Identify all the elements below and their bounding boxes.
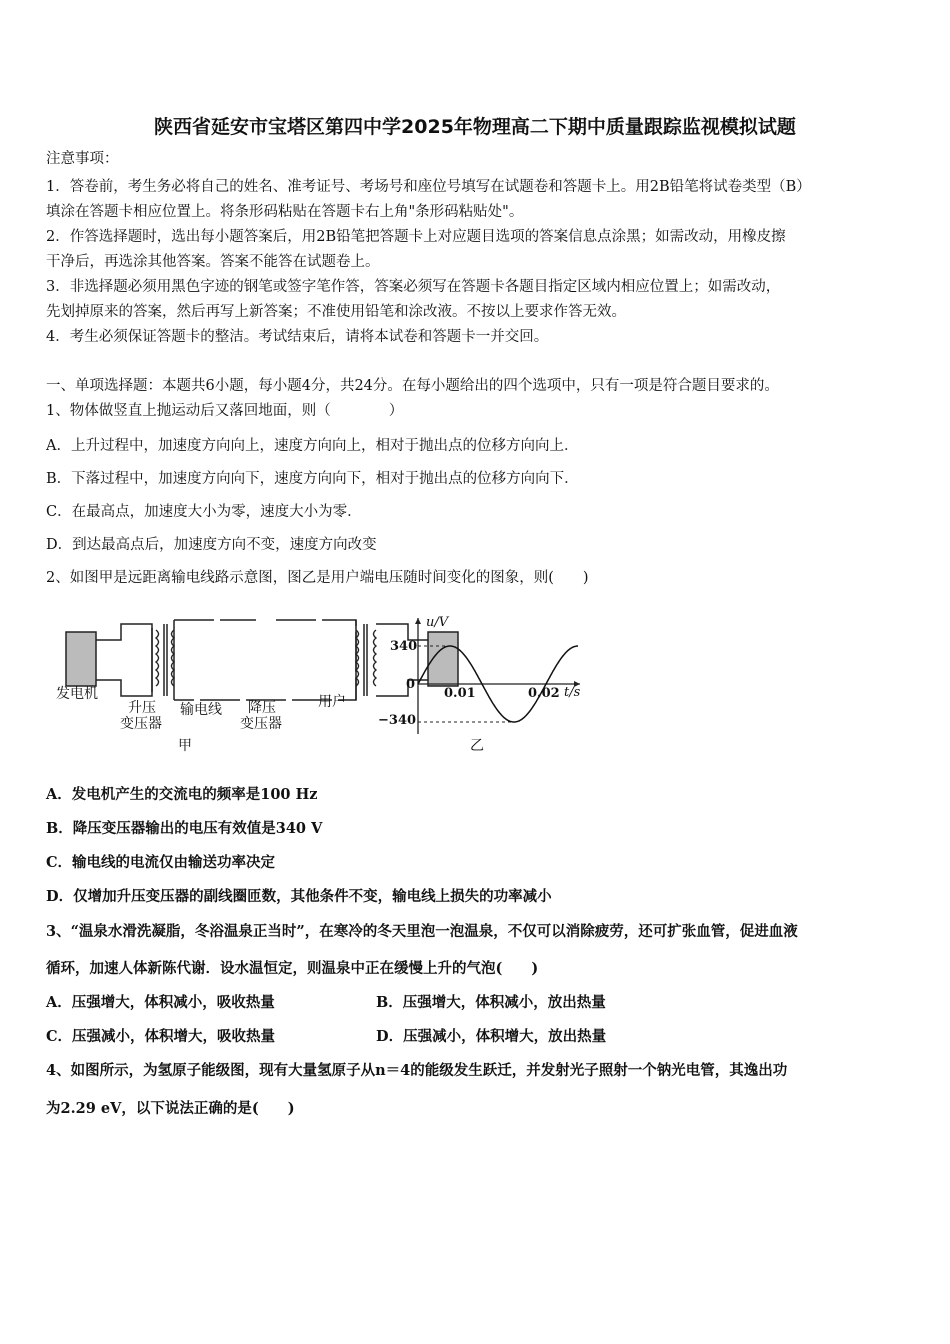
notice-line: 2．作答选择题时，选出每小题答案后，用2B铅笔把答题卡上对应题目选项的答案信息点涂黑；如需改动，用橡皮擦	[46, 229, 786, 245]
generator-wire	[96, 624, 152, 696]
section-heading: 一、单项选择题：本题共6小题，每小题4分，共24分。在每小题给出的四个选项中，只有一项是符合题目要求的。	[46, 378, 779, 394]
q1-option-d: D．到达最高点后，加速度方向不变，速度方向改变	[46, 537, 377, 553]
q3-option-d: D．压强减小，体积增大，放出热量	[376, 1028, 607, 1045]
figure-b-label: 乙	[470, 738, 484, 754]
generator-label: 发电机	[56, 686, 98, 702]
step-down-label-2: 变压器	[240, 716, 282, 732]
figure-a-label: 甲	[178, 738, 192, 754]
q2-option-a: A．发电机产生的交流电的频率是100 Hz	[46, 786, 318, 803]
transmission-line	[174, 620, 356, 700]
transmission-line	[174, 620, 356, 700]
step-down-coil-right	[374, 630, 377, 686]
notice-line: 3．非选择题必须用黑色字迹的钢笔或签字笔作答，答案必须写在答题卡各题目指定区域内相应位置上；如需改动，	[46, 279, 781, 295]
q2-option-c: C．输电线的电流仅由输送功率决定	[46, 854, 276, 871]
q1-stem: 1、物体做竖直上抛运动后又落回地面，则（ ）	[46, 403, 404, 419]
q3-stem-line1: 3、“温泉水滑洗凝脂，冬浴温泉正当时”，在寒冷的冬天里泡一泡温泉，不仅可以消除疲劳，还可扩张血管，促进血液	[46, 923, 798, 940]
q1-option-c: C．在最高点，加速度大小为零，速度大小为零．	[46, 504, 362, 520]
step-up-label-2: 变压器	[120, 716, 162, 732]
y-tick-340: 340	[390, 639, 418, 654]
q3-option-c: C．压强减小，体积增大，吸收热量	[46, 1028, 276, 1045]
q4-stem-line1: 4、如图所示，为氢原子能级图，现有大量氢原子从n＝4的能级发生跃迁，并发射光子照射一个钠光电管，其逸出功	[46, 1062, 788, 1079]
x-tick-0.01: 0.01	[444, 686, 476, 701]
page-title: 陕西省延安市宝塔区第四中学2025年物理高二下期中质量跟踪监视模拟试题	[154, 116, 796, 138]
q2-option-d: D．仅增加升压变压器的副线圈匝数，其他条件不变，输电线上损失的功率减小	[46, 888, 552, 905]
user-label: 用户	[318, 694, 346, 710]
q4-stem-line2: 为2.29 eV，以下说法正确的是( )	[46, 1100, 295, 1117]
q1-option-b: B．下落过程中，加速度方向向下，速度方向向下，相对于抛出点的位移方向向下．	[46, 471, 579, 487]
step-down-label-1: 降压	[248, 700, 276, 716]
q2-stem: 2、如图甲是远距离输电线路示意图，图乙是用户端电压随时间变化的图象，则( )	[46, 570, 589, 586]
generator-block	[66, 632, 96, 686]
notice-line: 先划掉原来的答案，然后再写上新答案；不准使用铅笔和涂改液。不按以上要求作答无效。	[46, 304, 626, 320]
y-tick-neg340: −340	[378, 713, 417, 728]
step-up-label-1: 升压	[128, 700, 156, 716]
notice-line: 填涂在答题卡相应位置上。将条形码粘贴在答题卡右上角"条形码粘贴处"。	[46, 204, 524, 220]
q2-option-b: B．降压变压器输出的电压有效值是340 V	[46, 820, 323, 837]
notice-line: 4．考生必须保证答题卡的整洁。考试结束后，请将本试卷和答题卡一并交回。	[46, 329, 549, 345]
notice-line: 1．答卷前，考生务必将自己的姓名、准考证号、考场号和座位号填写在试题卷和答题卡上。用2B铅笔将试卷类型（B）	[46, 179, 811, 195]
notice-line: 干净后，再选涂其他答案。答案不能答在试题卷上。	[46, 254, 380, 270]
y-axis-label: u/V	[426, 615, 449, 630]
x-axis-label: t/s	[564, 685, 581, 700]
x-tick-0.02: 0.02	[528, 686, 560, 701]
y-axis-arrow	[415, 618, 421, 624]
q1-option-a: A．上升过程中，加速度方向向上，速度方向向上，相对于抛出点的位移方向向上．	[46, 438, 579, 454]
q3-option-a: A．压强增大，体积减小，吸收热量	[46, 994, 275, 1011]
step-up-coil-left	[156, 630, 159, 686]
y-tick-0: 0	[406, 677, 416, 692]
user-wire	[376, 624, 428, 696]
q2-figure	[56, 610, 596, 760]
q3-stem-line2: 循环，加速人体新陈代谢．设水温恒定，则温泉中正在缓慢上升的气泡( )	[46, 960, 539, 977]
notice-heading: 注意事项：	[46, 151, 119, 167]
line-label: 输电线	[180, 702, 222, 718]
q3-option-b: B．压强增大，体积减小，放出热量	[376, 994, 606, 1011]
